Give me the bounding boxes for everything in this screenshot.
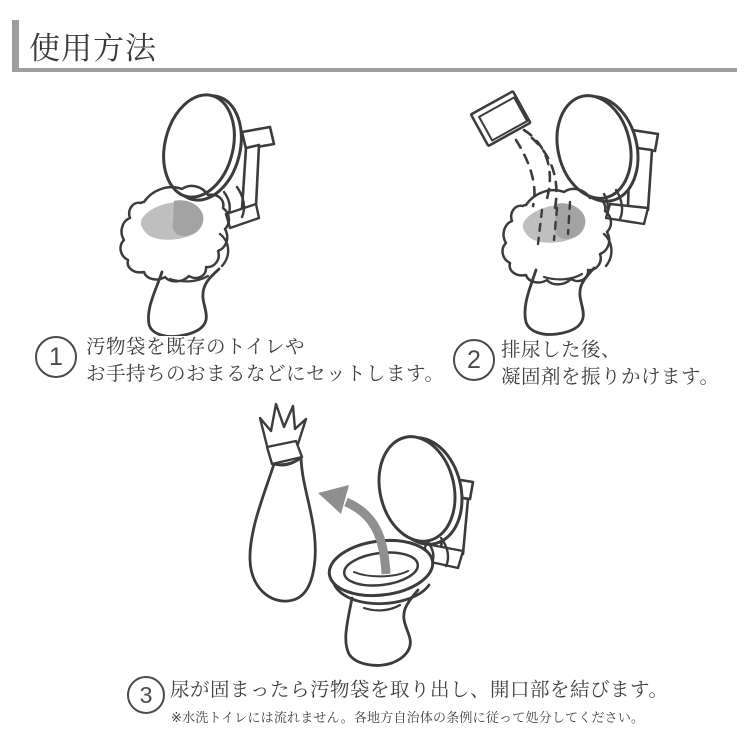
- step-2-line-2: 凝固剤を振りかけます。: [501, 366, 720, 388]
- page-title: 使用方法: [29, 31, 157, 66]
- title-underline: [12, 68, 737, 72]
- step-1-description: [86, 334, 444, 388]
- coagulant-pour-illustration: [458, 86, 688, 336]
- step-1-line-1: 汚物袋を既存のトイレや: [86, 336, 306, 358]
- step-1-number: 1: [49, 342, 63, 371]
- bag-removal-illustration: [222, 392, 482, 670]
- step-1-line-2: お手持ちのおまるなどにセットします。: [86, 363, 445, 385]
- step-3-description: [170, 677, 668, 704]
- step-3-number: 3: [139, 681, 153, 708]
- step-2-number-badge: [453, 339, 495, 381]
- step-3-line-1: 尿が固まったら汚物袋を取り出し、開口部を結びます。: [170, 679, 669, 701]
- toilet-with-waste-bag-illustration: [118, 86, 340, 336]
- step-2-line-1: 排尿した後、: [501, 339, 622, 361]
- step-2-description: [501, 337, 719, 391]
- disposal-footnote: ※水洗トイレには流れません。各地方自治体の条例に従って処分してください。: [171, 710, 645, 725]
- coagulant-packet-icon: [471, 91, 530, 146]
- step-3-number-badge: [127, 676, 165, 714]
- step-2-number: 2: [467, 345, 481, 374]
- toilet-icon: [326, 429, 473, 665]
- waste-bag-icon: [121, 186, 229, 282]
- step-1-number-badge: [35, 336, 77, 378]
- title-accent-bar: [12, 20, 19, 72]
- tied-bag-icon: [250, 404, 315, 601]
